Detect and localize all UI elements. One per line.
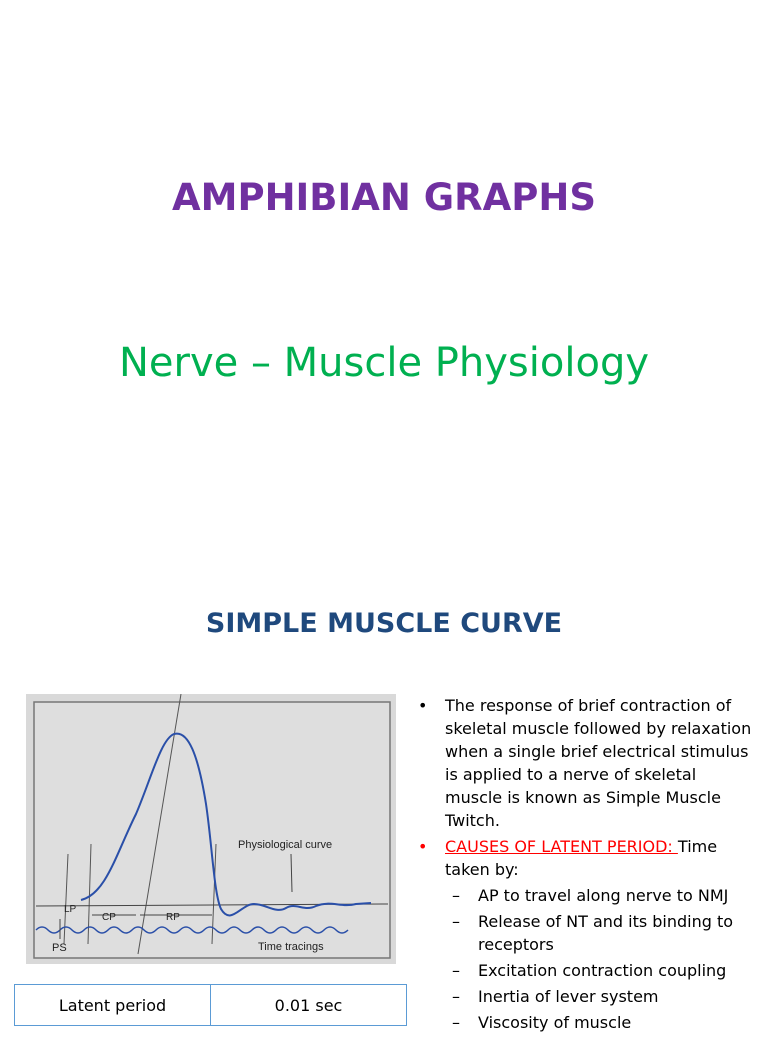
dash-bullet: –: [452, 961, 460, 980]
dash-bullet: –: [452, 912, 460, 931]
slide-title: AMPHIBIAN GRAPHS: [172, 176, 596, 219]
dash-bullet: –: [452, 1013, 460, 1032]
sub-item: [418, 884, 758, 907]
label-physiological-curve: Physiological curve: [238, 839, 333, 851]
table-cell-label: Latent period: [15, 985, 211, 1026]
sub-item: [418, 959, 758, 982]
causes-heading: CAUSES OF LATENT PERIOD:: [445, 837, 678, 856]
dash-bullet: –: [452, 886, 460, 905]
bullet-list: [418, 694, 758, 1037]
figure-paper: [34, 702, 390, 958]
label-rp: RP: [166, 912, 180, 923]
dash-bullet: –: [452, 987, 460, 1006]
sub-item: [418, 985, 758, 1008]
label-time-tracings: Time tracings: [258, 941, 324, 953]
causes-text: Time taken by:: [445, 837, 718, 879]
sub-item-text: AP to travel along nerve to NMJ: [478, 886, 729, 905]
sub-item: [418, 910, 758, 956]
bullet-item: [418, 694, 758, 832]
sub-item-text: Excitation contraction coupling: [478, 961, 727, 980]
table-row: [15, 985, 407, 1026]
sub-item: [418, 1011, 758, 1034]
muscle-curve-figure: [26, 694, 396, 964]
sub-item-text: Release of NT and its binding to receptors: [478, 912, 734, 954]
bullet-dot: •: [418, 696, 428, 715]
label-ps: PS: [52, 942, 67, 954]
sub-item-text: Inertia of lever system: [478, 987, 659, 1006]
bullet-item: [418, 835, 758, 881]
table-cell-value: 0.01 sec: [211, 985, 407, 1026]
label-cp: CP: [102, 912, 116, 923]
bullet-text-twitch: The response of brief contraction of skeletal muscle followed by relaxation when a single brief electrical stimulus is applied to a nerve of skeletal muscle is known as Simple Muscle Twitch.: [445, 696, 752, 830]
slide-subtitle: Nerve – Muscle Physiology: [118, 340, 650, 386]
sub-item-text: Viscosity of muscle: [478, 1013, 632, 1032]
section-heading: SIMPLE MUSCLE CURVE: [205, 608, 563, 639]
latent-period-table: [14, 984, 407, 1026]
label-lp: LP: [64, 904, 77, 915]
bullet-dot-red: •: [418, 837, 428, 856]
